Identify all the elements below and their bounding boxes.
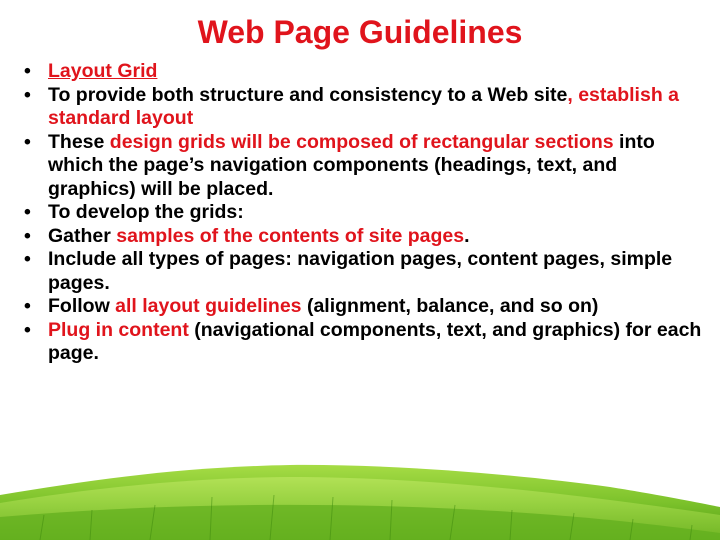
bullet-dot-icon: • [24,224,31,247]
bullet-dot-icon: • [24,60,31,82]
bullet-text-segment: design grids will be composed of rectangular sections [109,130,614,153]
bullet-item [24,60,704,84]
bullet-item [24,201,704,225]
bullet-item [24,84,704,131]
bullet-text-segment: establish a standard layout [48,83,679,129]
bullet-dot-icon: • [24,201,31,223]
bullet-dot-icon: • [24,248,31,270]
bullet-text-segment: Gather [48,224,117,247]
bullet-text-segment: Plug in content [48,318,189,341]
bullet-text-segment: all layout guidelines [115,295,302,317]
bullet-dot-icon: • [24,130,31,153]
bullet-text-segment: , [567,83,573,106]
slide-title: Web Page Guidelines [197,14,523,50]
bullet-item [24,319,704,366]
grass-footer-image [0,455,720,540]
bullet-text-segment: These [48,130,110,153]
bullet-item [24,131,704,202]
bullet-text-segment: samples of the contents of site pages [116,224,465,247]
bullet-item [24,225,704,249]
bullet-text-segment: (navigational components, text, and graphics) for each page. [48,318,702,364]
bullet-text-segment: into which the page’s navigation components (headings, text, and graphics) will be placed. [48,130,655,200]
bullet-list [24,60,704,366]
bullet-dot-icon: • [24,83,31,106]
bullet-text-segment: (alignment, balance, and so on) [301,295,599,317]
bullet-text-segment: Follow [48,295,116,317]
bullet-text-segment: To provide both structure and consistency to a Web site [48,83,568,106]
bullet-item [24,248,704,295]
bullet-dot-icon: • [24,318,31,341]
bullet-text-segment: To develop the grids: [48,201,244,223]
bullet-text-segment: . [464,224,470,247]
bullet-text-segment: Include all types of pages: navigation pages, content pages, simple pages. [48,248,673,294]
bullet-text-segment: Layout Grid [48,60,158,82]
bullet-item [24,295,704,319]
bullet-dot-icon: • [24,295,31,317]
